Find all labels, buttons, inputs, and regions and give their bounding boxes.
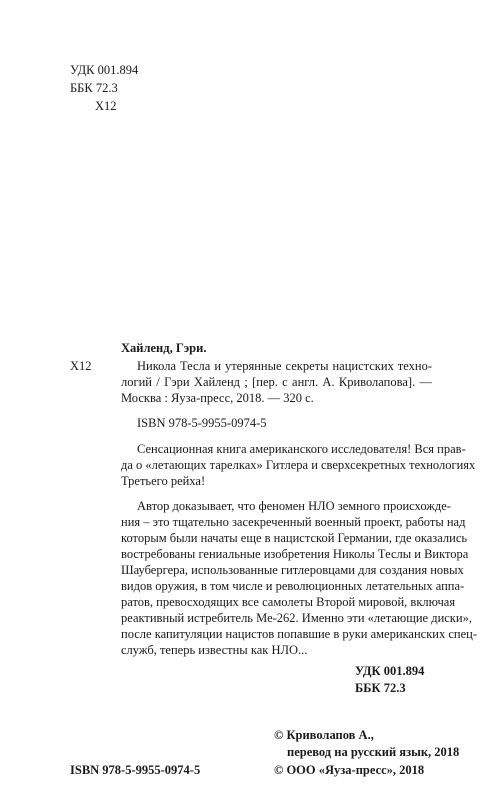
annotation-p2-line-9: после капитуляции нацистов попавшие в руки американских спец-: [121, 627, 477, 641]
catalog-record-line-3: Москва : Яуза-пресс, 2018. — 320 с.: [121, 391, 314, 405]
annotation-p1-line-1: Сенсационная книга американского исследователя! Вся прав-: [137, 442, 466, 456]
bbk-code-right: ББК 72.3: [355, 681, 406, 695]
catalog-record-line-1: Никола Тесла и утерянные секреты нацистских техно-: [137, 359, 432, 373]
annotation-p2-line-8: реактивный истребитель Ме-262. Именно эти «летающие диски»,: [121, 611, 472, 625]
annotation-p2-line-3: которым были начаты еще в нацистской Германии, где оказались: [121, 531, 468, 545]
udk-code-right: УДК 001.894: [355, 664, 425, 678]
annotation-p2-line-1: Автор доказывает, что феномен НЛО земного происхожде-: [137, 499, 451, 513]
copyright-translation-note: перевод на русский язык, 2018: [287, 745, 460, 759]
catalog-author-heading: Хайленд, Гэри.: [121, 341, 207, 355]
catalog-isbn: ISBN 978-5-9955-0974-5: [137, 416, 267, 430]
annotation-p1-line-2: да о «летающих тарелках» Гитлера и сверхсекретных технологиях: [121, 458, 476, 472]
copyright-publisher: © ООО «Яуза-пресс», 2018: [274, 763, 425, 777]
annotation-p2-line-2: ния – это тщательно засекреченный военный проект, работы над: [121, 515, 466, 529]
annotation-p2-line-5: Шаубергера, использованные гитлеровцами для создания новых: [121, 563, 464, 577]
catalog-author-mark: Х12: [70, 359, 92, 373]
annotation-p2-line-4: востребованы гениальные изобретения Николы Теслы и Виктора: [121, 547, 469, 561]
annotation-p1-line-3: Третьего рейха!: [121, 474, 206, 488]
bbk-code-top: ББК 72.3: [70, 81, 118, 95]
udk-code-top: УДК 001.894: [70, 63, 139, 77]
annotation-p2-line-7: ратов, превосходящих все самолеты Второй мировой, включая: [121, 595, 456, 609]
author-mark-top: Х12: [95, 99, 117, 113]
bottom-isbn: ISBN 978-5-9955-0974-5: [70, 763, 201, 777]
annotation-p2-line-10: служб, теперь известны как НЛО...: [121, 643, 308, 657]
copyright-translator: © Криволапов А.,: [274, 728, 374, 742]
catalog-record-line-2: логий / Гэри Хайленд ; [пер. с англ. А. Криволапова]. —: [121, 375, 432, 389]
annotation-p2-line-6: видов оружия, в том числе и революционных летательных аппа-: [121, 579, 465, 593]
